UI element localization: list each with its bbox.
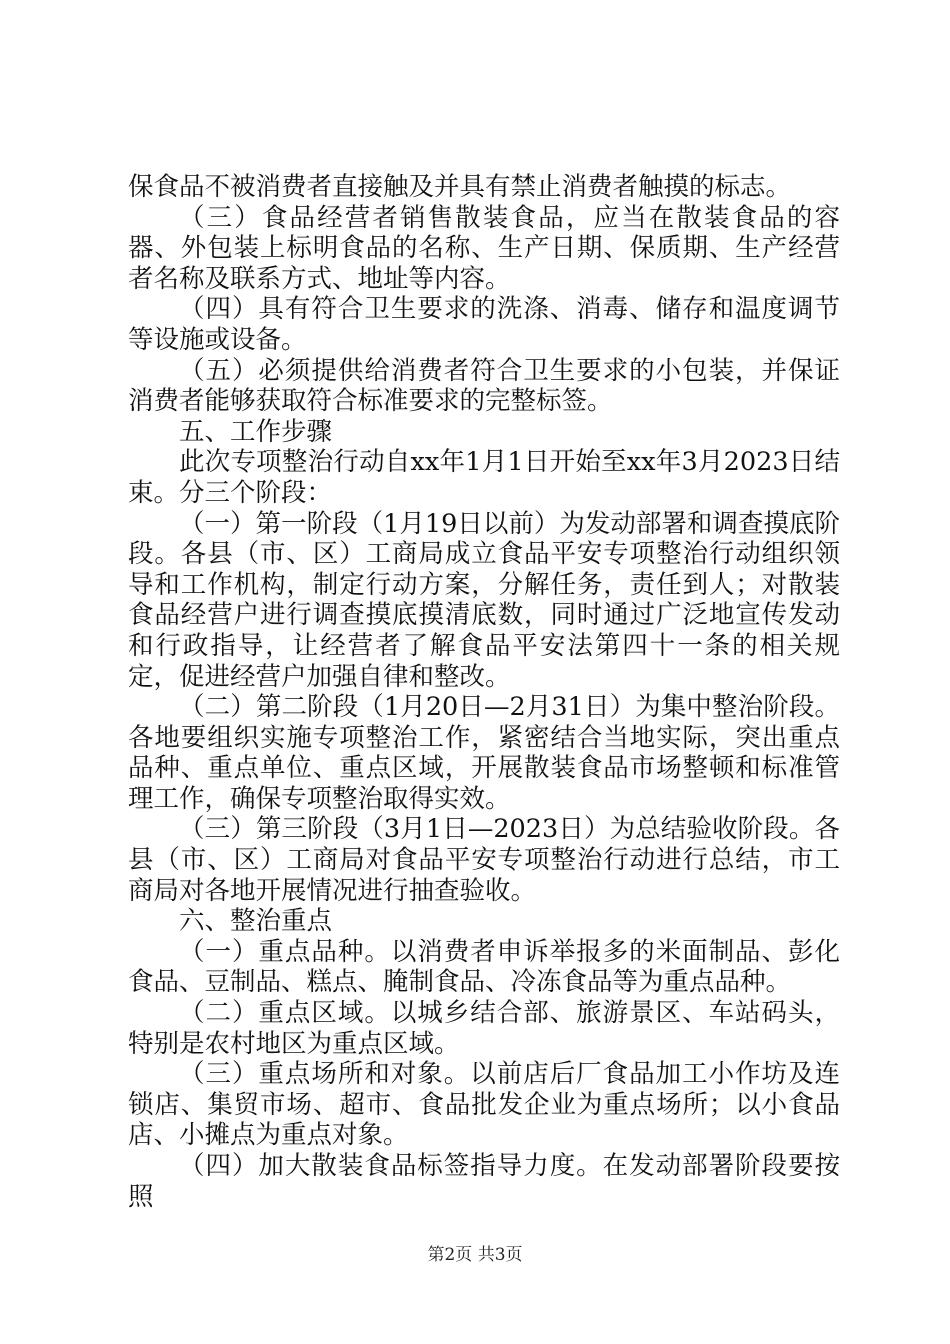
document-body bbox=[128, 172, 840, 1212]
paragraph-11: （一）重点品种。以消费者申诉举报多的米面制品、彭化食品、豆制品、糕点、腌制食品、冷冻食品等为重点品种。 bbox=[128, 936, 840, 998]
paragraph-8: （二）第二阶段（1月20日—2月31日）为集中整治阶段。各地要组织实施专项整治工作，紧密结合当地实际，突出重点品种、重点单位、重点区域，开展散装食品市场整顿和标准管理工作，确保专项整治取得实效。 bbox=[128, 692, 840, 814]
section-heading-key-points: 六、整治重点 bbox=[179, 906, 333, 937]
paragraph-3: （四）具有符合卫生要求的洗涤、消毒、储存和温度调节等设施或设备。 bbox=[128, 294, 840, 355]
paragraph-2: （三）食品经营者销售散装食品，应当在散装食品的容器、外包装上标明食品的名称、生产日期、保质期、生产经营者名称及联系方式、地址等内容。 bbox=[128, 202, 840, 294]
page-footer: 第2页 共3页 bbox=[427, 1245, 523, 1265]
paragraph-4: （五）必须提供给消费者符合卫生要求的小包装，并保证消费者能够获取符合标准要求的完整标签。 bbox=[128, 355, 840, 417]
paragraph-1: 保食品不被消费者直接触及并具有禁止消费者触摸的标志。 bbox=[128, 172, 792, 202]
section-heading-work-steps: 五、工作步骤 bbox=[179, 416, 333, 447]
paragraph-13: （三）重点场所和对象。以前店后厂食品加工小作坊及连锁店、集贸市场、超市、食品批发企业为重点场所；以小食品店、小摊点为重点对象。 bbox=[128, 1059, 840, 1151]
paragraph-12: （二）重点区域。以城乡结合部、旅游景区、车站码头，特别是农村地区为重点区域。 bbox=[128, 998, 840, 1059]
paragraph-7: （一）第一阶段（1月19日以前）为发动部署和调查摸底阶段。各县（市、区）工商局成立食品平安专项整治行动组织领导和工作机构，制定行动方案，分解任务，责任到人；对散装食品经营户进行调查摸底摸清底数，同时通过广泛地宣传发动和行政指导，让经营者了解食品平安法第四十一条的相关规定，促进经营户加强自律和整改。 bbox=[128, 508, 840, 692]
paragraph-14: （四）加大散装食品标签指导力度。在发动部署阶段要按照 bbox=[128, 1151, 840, 1212]
paragraph-6: 此次专项整治行动自xx年1月1日开始至xx年3月2023日结束。分三个阶段： bbox=[128, 447, 840, 508]
paragraph-9: （三）第三阶段（3月1日—2023日）为总结验收阶段。各县（市、区）工商局对食品平安专项整治行动进行总结，市工商局对各地开展情况进行抽查验收。 bbox=[128, 814, 840, 906]
